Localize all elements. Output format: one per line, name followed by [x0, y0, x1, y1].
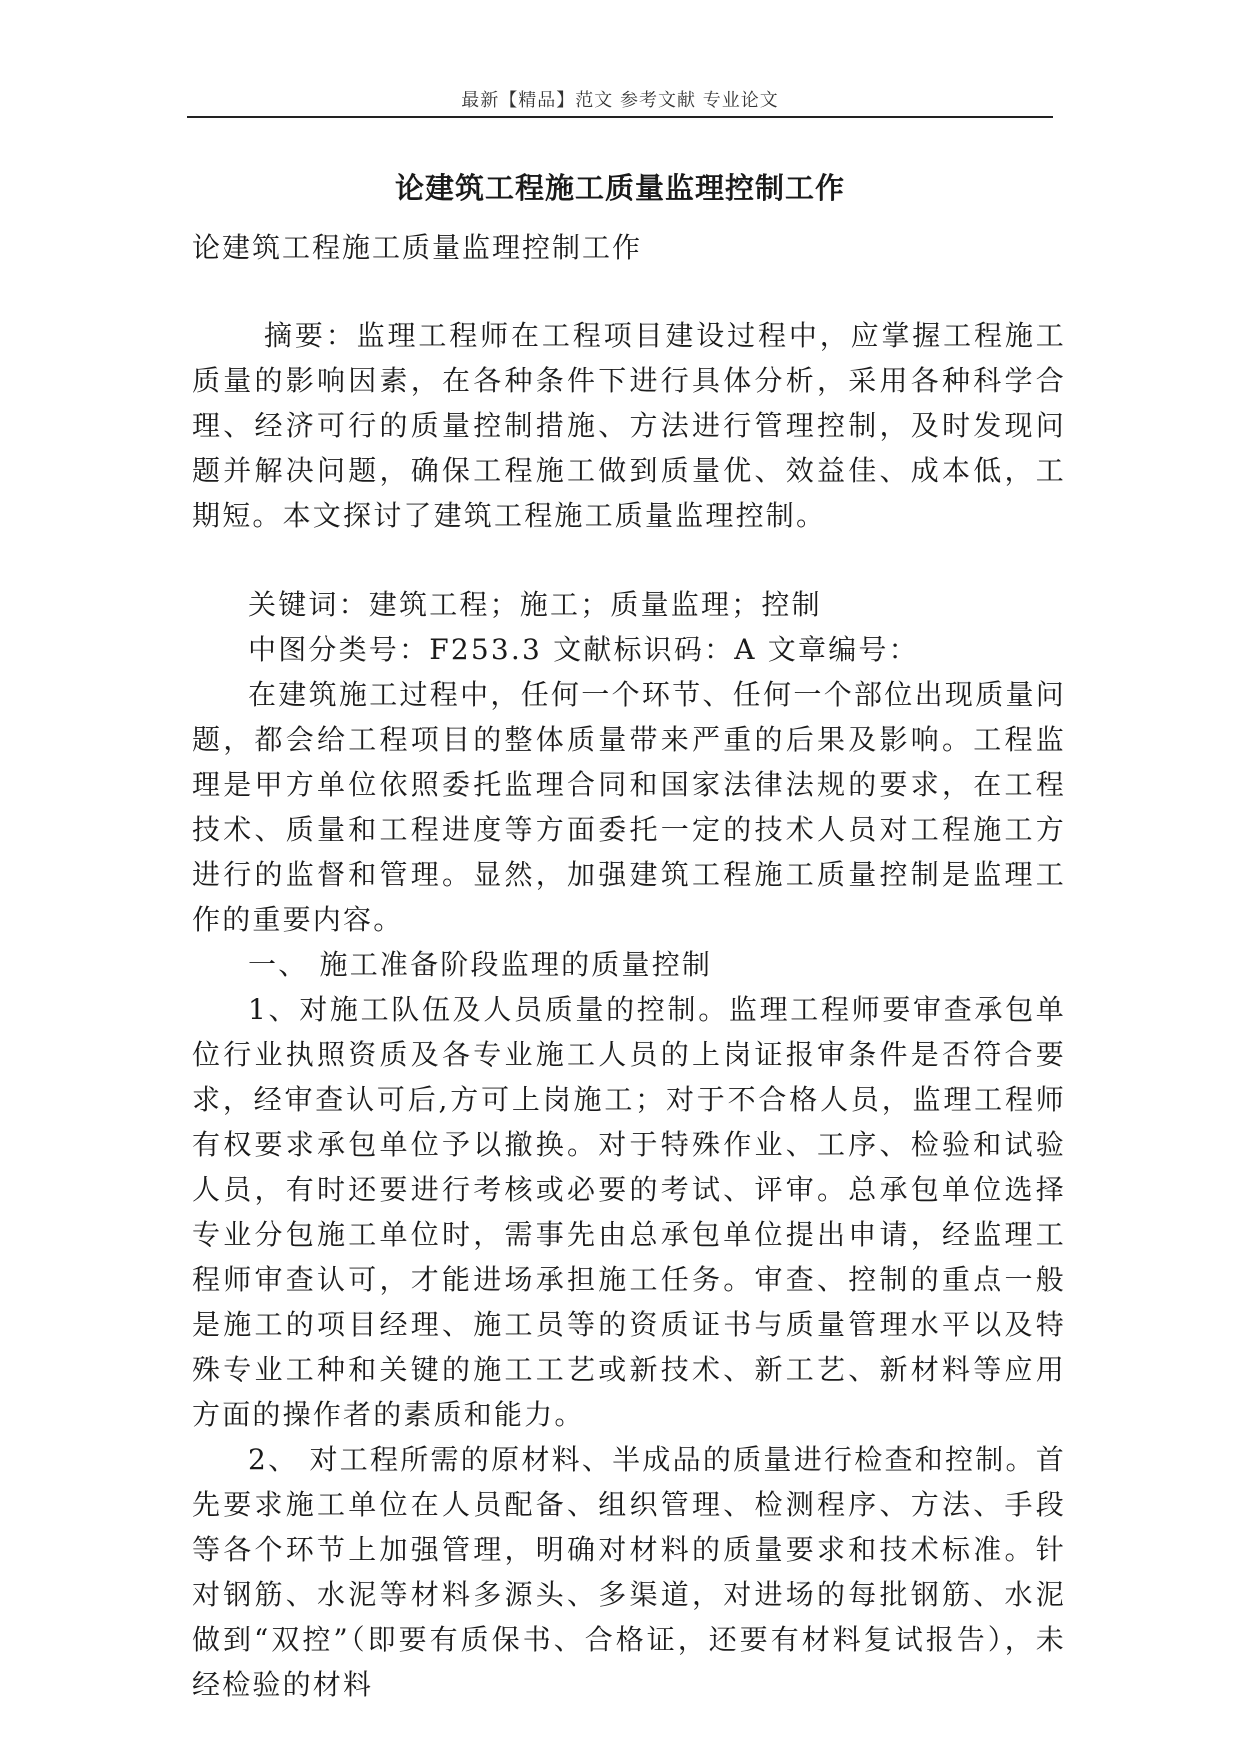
page-header: 最新【精品】范文 参考文献 专业论文: [461, 90, 779, 111]
section-heading: 一、 施工准备阶段监理的质量控制: [248, 948, 713, 981]
body-paragraph: 2、 对工程所需的原材料、半成品的质量进行检查和控制。首先要求施工单位在人员配备、组织管理、检测程序、方法、手段等各个环节上加强管理，明确对材料的质量要求和技术标准。针对钢筋、水泥等材料多源头、多渠道，对进场的每批钢筋、水泥做到“双控”（即要有质保书、合格证，还要有材料复试报告），未经检验的材料: [192, 1443, 1066, 1701]
body-paragraph: 1、对施工队伍及人员质量的控制。监理工程师要审查承包单位行业执照资质及各专业施工人员的上岗证报审条件是否符合要求，经审查认可后,方可上岗施工；对于不合格人员，监理工程师有权要求承包单位予以撤换。对于特殊作业、工序、检验和试验人员，有时还要进行考核或必要的考试、评审。总承包单位选择专业分包施工单位时，需事先由总承包单位提出申请，经监理工程师审查认可，才能进场承担施工任务。审查、控制的重点一般是施工的项目经理、施工员等的资质证书与质量管理水平以及特殊专业工种和关键的施工工艺或新技术、新工艺、新材料等应用方面的操作者的素质和能力。: [192, 993, 1066, 1431]
abstract-paragraph: 摘要：监理工程师在工程项目建设过程中，应掌握工程施工质量的影响因素，在各种条件下进行具体分析，采用各种科学合理、经济可行的质量控制措施、方法进行管理控制，及时发现问题并解决问题，确保工程施工做到质量优、效益佳、成本低，工期短。本文探讨了建筑工程施工质量监理控制。: [192, 319, 1066, 532]
classification-line: 中图分类号：F253.3 文献标识码：A 文章编号：: [248, 633, 919, 666]
document-subtitle: 论建筑工程施工质量监理控制工作: [192, 231, 643, 264]
body-paragraph: 在建筑施工过程中，任何一个环节、任何一个部位出现质量问题，都会给工程项目的整体质量带来严重的后果及影响。工程监理是甲方单位依照委托监理合同和国家法律法规的要求，在工程技术、质量和工程进度等方面委托一定的技术人员对工程施工方进行的监督和管理。显然，加强建筑工程施工质量控制是监理工作的重要内容。: [192, 678, 1066, 936]
keywords-section: [192, 582, 1066, 672]
body-content: [192, 672, 1066, 1707]
abstract-section: [192, 313, 1066, 538]
keywords-line: 关键词：建筑工程；施工；质量监理；控制: [248, 588, 822, 621]
document-title: 论建筑工程施工质量监理控制工作: [394, 171, 845, 205]
header-divider: [187, 116, 1053, 118]
